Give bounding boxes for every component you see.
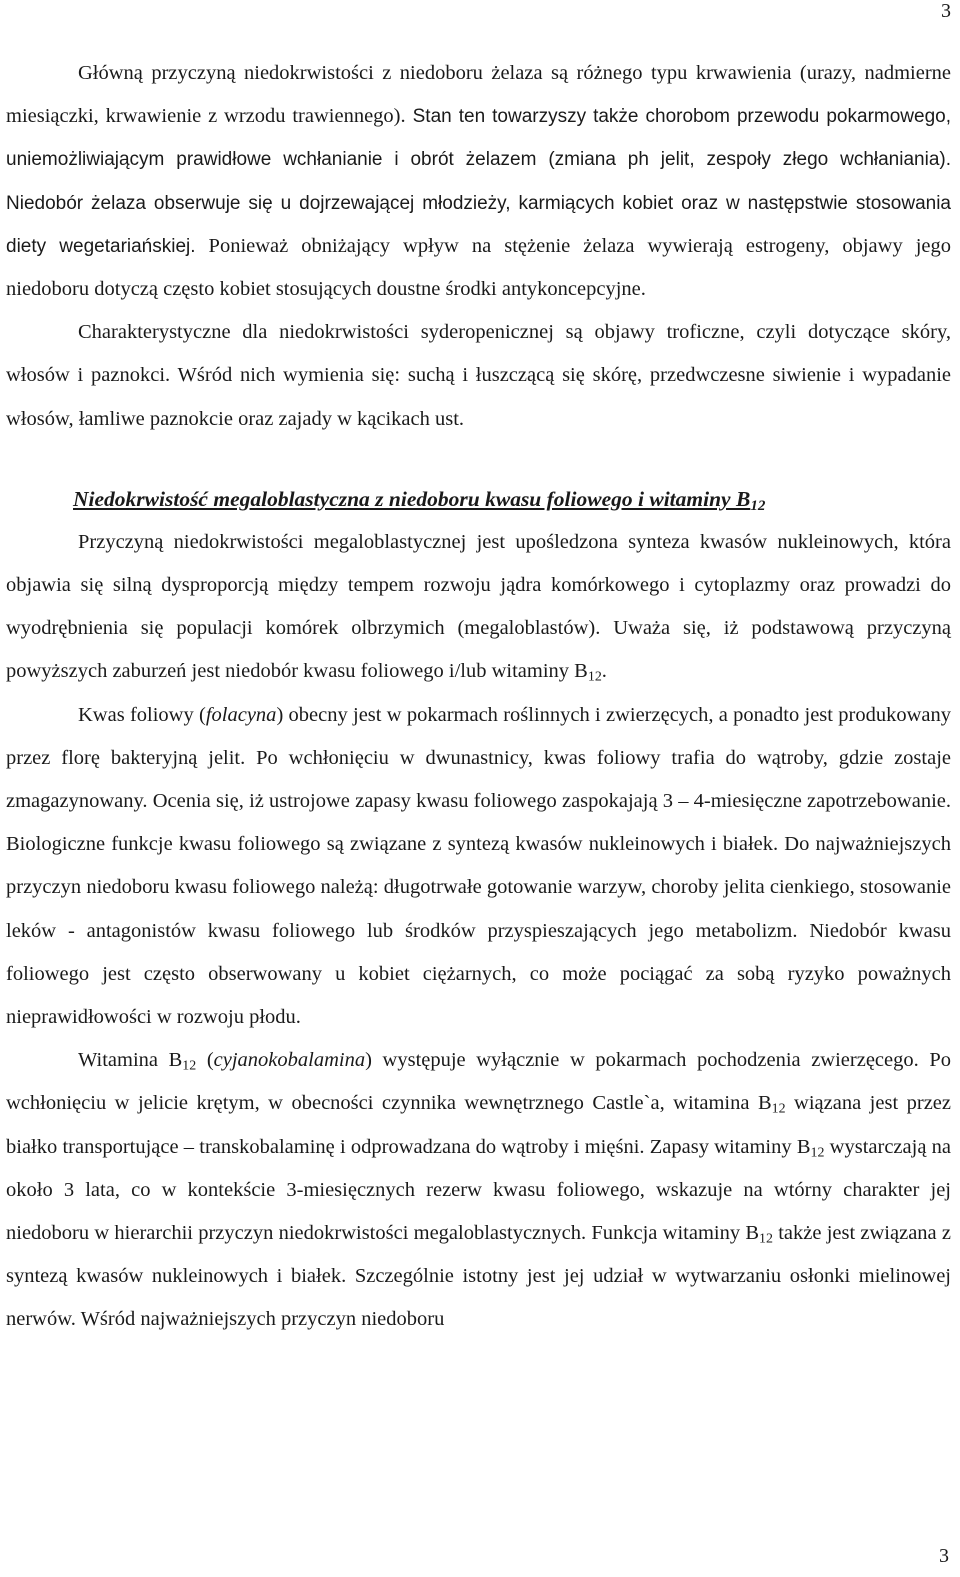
paragraph-text: ) występuje wyłącznie w pokarmach pochodzenia zwierzęcego. Po wchłonięciu w jelicie krętym, w obecności czynnika wewnętrznego Castle`a, witamina B bbox=[6, 1049, 952, 1115]
section-heading-subscript: 12 bbox=[750, 497, 766, 514]
paragraph-text: Kwas foliowy ( bbox=[78, 703, 206, 726]
paragraph-text: wystarczają na około 3 lata, co w kontekście 3-miesięcznych rezerw kwasu foliowego, wskazuje na wtórny charakter jej niedoboru w hierarchii przyczyn niedokrwistości megaloblastycznych. Funkcja witaminy B bbox=[6, 1135, 952, 1245]
italic-term-folacyna: folacyna bbox=[205, 703, 277, 726]
subscript-b12: 12 bbox=[182, 1058, 197, 1074]
paragraph-text: także jest związana z syntezą kwasów nukleinowych i białek. Szczególnie istotny jest jej udział w wytwarzaniu osłonki mielinowej nerwów. Wśród najważniejszych przyczyn niedoboru bbox=[6, 1222, 951, 1331]
paragraph-text-rest: ) obecny jest w pokarmach roślinnych i zwierzęcych, a ponadto jest produkowany przez florę bakteryjną jelit. Po wchłonięciu w dwunastnicy, kwas foliowy trafia do wątroby, gdzie zostaje zmagazynowany. Ocenia się, iż ustrojowe zapasy kwasu foliowego zaspokajają 3 – 4-miesięczne zapotrzebowanie. Biologiczne funkcje kwasu foliowego są związane z syntezą kwasów nukleinowych i białek. Do najważniejszych przyczyn niedoboru kwasu foliowego należą: długotrwałe gotowanie warzyw, choroby jelita cienkiego, stosowanie leków - antagonistów kwasu foliowego lub środków przyspieszających jego metabolizm. Niedobór kwasu foliowego jest często obserwowany u kobiet ciężarnych, co może pociągać za sobą ryzyko poważnych nieprawidłowości w rozwoju płodu. bbox=[6, 703, 951, 1029]
section-heading-megaloblastic bbox=[6, 478, 951, 521]
subscript-b12: 12 bbox=[771, 1101, 786, 1117]
italic-term-cyjanokobalamina: cyjanokobalamina bbox=[213, 1049, 366, 1072]
subscript-b12: 12 bbox=[810, 1145, 825, 1161]
paragraph-text: Przyczyną niedokrwistości megaloblastycznej jest upośledzona synteza kwasów nukleinowych, która objawia się silną dysproporcją między tempem rozwoju jądra komórkowego i cytoplazmy oraz prowadzi do wyodrębnienia się populacji komórek olbrzymich (megaloblastów). Uważa się, iż podstawową przyczyną powyższych zaburzeń jest niedobór kwasu foliowego i/lub witaminy B bbox=[6, 530, 951, 683]
paragraph-text: Witamina B bbox=[78, 1049, 183, 1072]
paragraph-text-serif-end: Ponieważ obniżający wpływ na stężenie żelaza wywierają estrogeny, objawy jego niedoboru dotyczą często kobiet stosujących doustne środki antykoncepcyjne. bbox=[6, 234, 951, 301]
page-number-bottom: 3 bbox=[939, 1545, 949, 1567]
document-body bbox=[6, 52, 951, 1342]
paragraph-megaloblastic-cause bbox=[6, 521, 951, 694]
subscript-b12: 12 bbox=[587, 669, 602, 685]
paragraph-vitamin-b12 bbox=[6, 1039, 951, 1341]
subscript-b12: 12 bbox=[759, 1231, 773, 1247]
paragraph-text-end: . bbox=[601, 660, 607, 683]
paragraph-text: ( bbox=[196, 1049, 214, 1072]
paragraph-text-serif: Główną przyczyną niedokrwistości z niedoboru żelaza są różnego typu krwawienia (urazy, nadmierne miesiączki, krwawienie z wrzodu trawiennego). bbox=[6, 62, 951, 128]
paragraph-text: wiązana jest przez białko transportujące – transkobalaminę i odprowadzana do wątroby i mięśni. Zapasy witaminy B bbox=[6, 1092, 951, 1158]
section-heading-text: Niedokrwistość megaloblastyczna z niedoboru kwasu foliowego i witaminy B bbox=[73, 486, 751, 511]
paragraph-iron-deficiency-symptoms: Charakterystyczne dla niedokrwistości syderopenicznej są objawy troficzne, czyli dotyczące skóry, włosów i paznokci. Wśród nich wymienia się: suchą i łuszczącą się skórę, przedwczesne siwienie i wypadanie włosów, łamliwe paznokcie oraz zajady w kącikach ust. bbox=[6, 321, 951, 430]
page-number-top: 3 bbox=[941, 0, 951, 22]
paragraph-iron-deficiency-causes bbox=[6, 52, 951, 311]
paragraph-folic-acid bbox=[6, 694, 951, 1040]
paragraph-text-sans: Stan ten towarzyszy także chorobom przewodu pokarmowego, uniemożliwiającym prawidłowe wchłanianie i obrót żelazem (zmiana ph jelit, zespoły złego wchłaniania). Niedobór żelaza obserwuje się u dojrzewającej młodzieży, karmiących kobiet oraz w następstwie stosowania diety wegetariańskiej. bbox=[6, 106, 951, 257]
